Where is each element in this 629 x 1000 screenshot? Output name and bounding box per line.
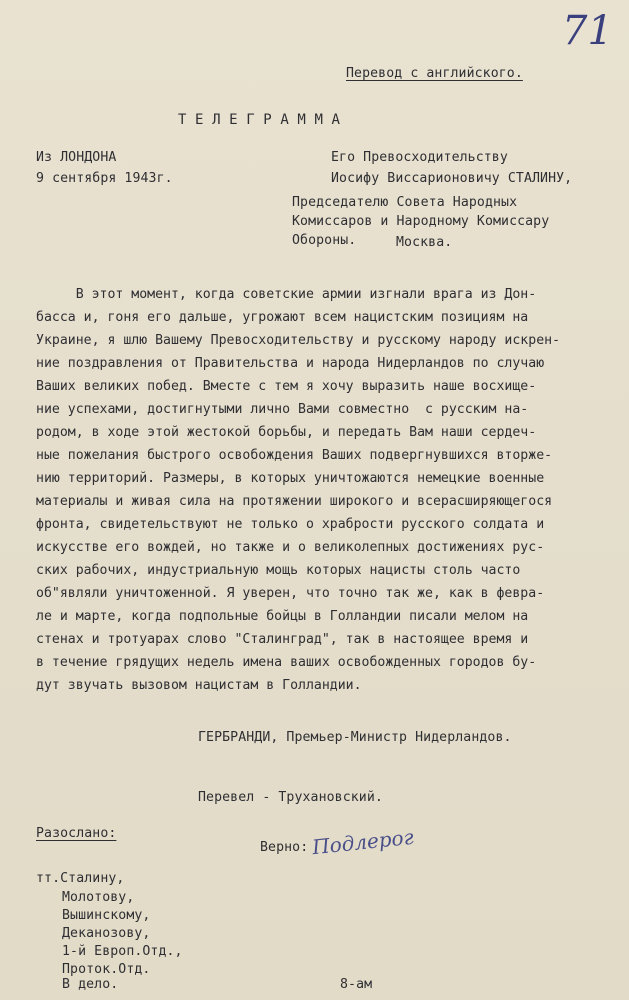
body-line: ные пожелания быстрого освобождения Ваших подвергнувшихся вторже-	[36, 448, 553, 463]
list-item: 8-ам	[340, 977, 373, 992]
origin-city: Из ЛОНДОНА	[36, 150, 117, 165]
body-line: ле и марте, когда подпольные бойцы в Голландии писали мелом на	[36, 609, 529, 624]
body-line: ние успехами, достигнутыми лично Вами совместно с русским на-	[36, 402, 529, 417]
addressee-line-3: Председателю Совета Народных	[292, 195, 518, 210]
page-number-handwritten: 71	[562, 8, 613, 54]
body-line: дут звучать вызовом нацистам в Голландии.	[36, 678, 362, 693]
list-item: тт.Сталину,	[36, 871, 125, 886]
body-line: родом, в ходе этой жестокой борьбы, и передать Вам наши сердеч-	[36, 425, 537, 440]
translation-note: Перевод с английского.	[346, 66, 523, 81]
addressee-line-4: Комиссаров и Народному Комиссару	[292, 214, 550, 229]
addressee-line-5: Обороны.	[292, 233, 357, 248]
body-line: Украине, я шлю Вашему Превосходительству и русскому народу искрен-	[36, 333, 561, 348]
body-line: ских рабочих, индустриальную мощь которых нацисты столь часто	[36, 563, 521, 578]
body-line: в течение грядущих недель имена ваших освобожденных городов бу-	[36, 655, 537, 670]
document-title: Т Е Л Е Г Р А М М А	[178, 112, 341, 128]
addressee-line-2: Иосифу Виссарионовичу СТАЛИНУ,	[331, 171, 573, 186]
list-item: Деканозову,	[62, 926, 151, 941]
list-item: Вышинскому,	[62, 908, 151, 923]
list-item: Молотову,	[62, 890, 135, 905]
list-item: В дело.	[62, 977, 119, 992]
distribution-label: Разослано:	[36, 826, 117, 841]
body-line: фронта, свидетельствуют не только о храбрости русского солдата и	[36, 517, 545, 532]
body-line: стенах и тротуарах слово "Сталинград", так в настоящее время и	[36, 632, 529, 647]
signatory: ГЕРБРАНДИ, Премьер-Министр Нидерландов.	[198, 730, 512, 745]
verified-signature: Подлерог	[311, 824, 415, 860]
body-line: нию территорий. Размеры, в которых уничтожаются немецкие военные	[36, 471, 545, 486]
body-line: ние поздравления от Правительства и народа Нидерландов по случаю	[36, 356, 545, 371]
origin-date: 9 сентября 1943г.	[36, 171, 173, 186]
body-line: басса и, гоня его дальше, угрожают всем нацистским позициям на	[36, 310, 529, 325]
translator-line: Перевел - Трухановский.	[198, 790, 383, 805]
body-line: материалы и живая сила на протяжении широкого и всерасширяющегося	[36, 494, 553, 509]
addressee-city: Москва.	[396, 235, 453, 250]
body-line: об"являли уничтоженной. Я уверен, что точно так же, как в февра-	[36, 586, 545, 601]
addressee-line-1: Его Превосходительству	[331, 150, 508, 165]
list-item: 1-й Европ.Отд.,	[62, 944, 183, 959]
body-line: Ваших великих побед. Вместе с тем я хочу выразить наше восхище-	[36, 379, 537, 394]
body-line: искусстве его вождей, но также и о великолепных достижениях рус-	[36, 540, 545, 555]
body-line: В этот момент, когда советские армии изгнали врага из Дон-	[36, 287, 537, 302]
verified-label: Верно:	[260, 840, 309, 855]
list-item: Проток.Отд.	[62, 962, 151, 977]
